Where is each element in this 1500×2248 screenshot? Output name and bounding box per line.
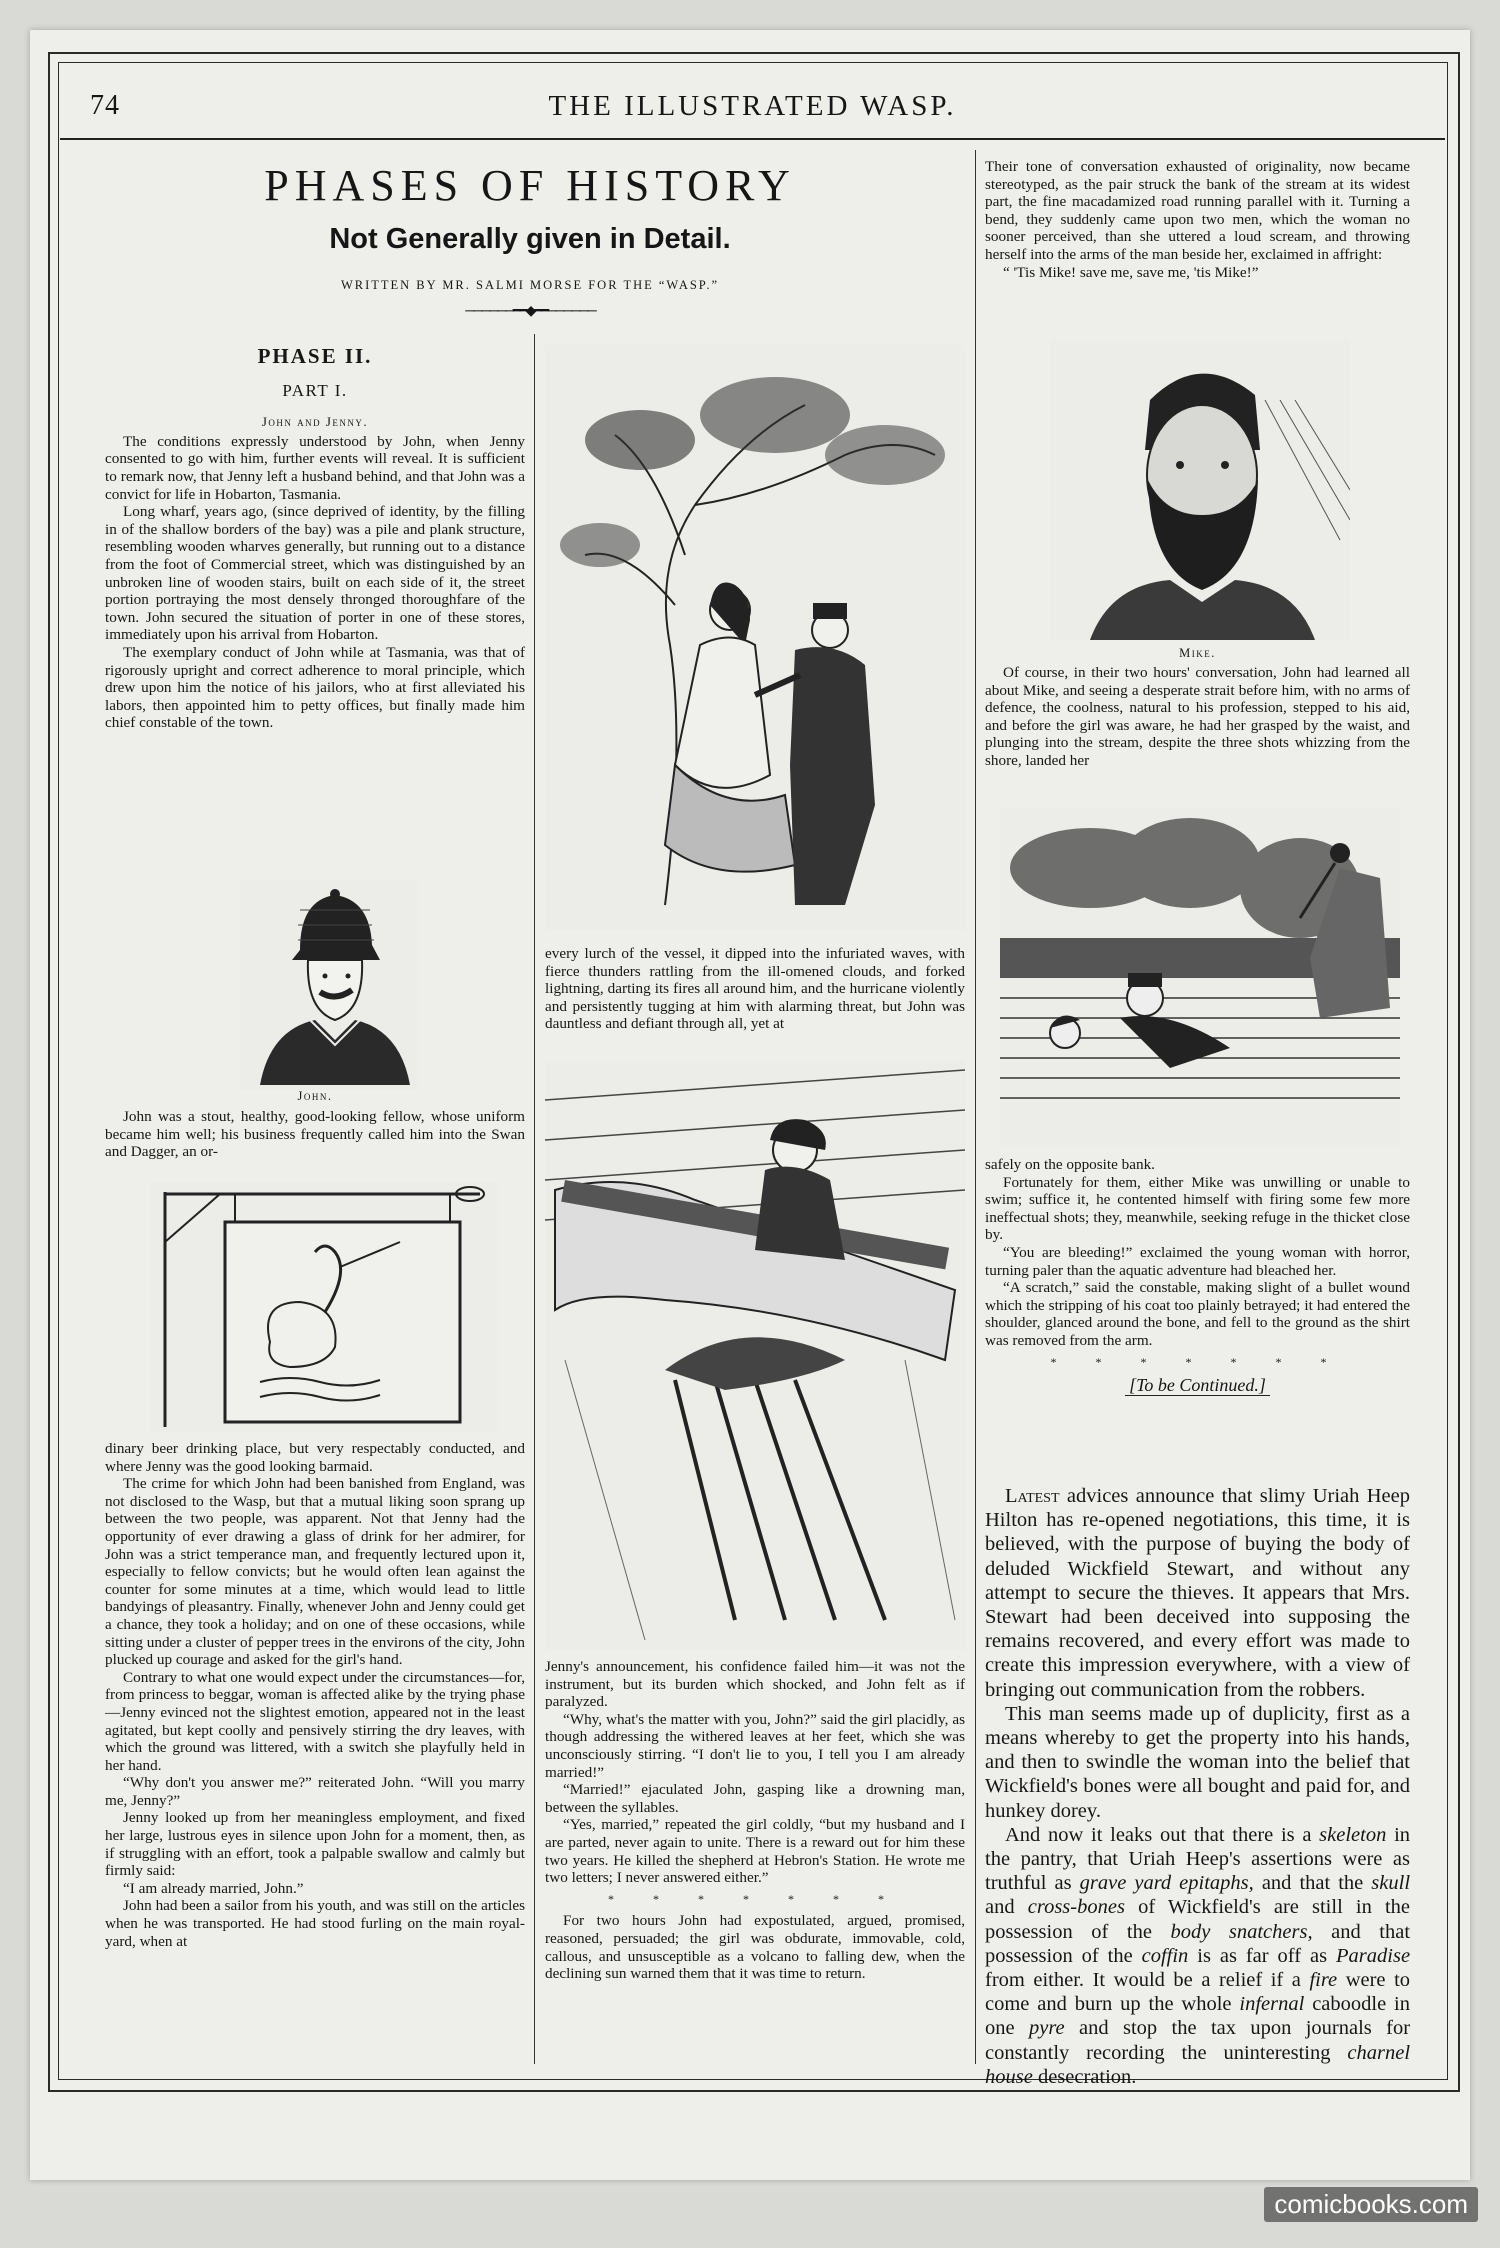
couple-under-tree-icon <box>545 345 965 930</box>
paragraph: John was a stout, healthy, good-looking fellow, whose uniform became him well; his business frequently called him into the Swan and Dagger, an or- <box>105 1108 525 1161</box>
running-head <box>60 88 1445 128</box>
bearded-man-portrait-icon <box>1050 340 1350 640</box>
editorial-italic: Paradise <box>1336 1944 1411 1967</box>
caption-mike: Mike. <box>1179 646 1216 660</box>
editorial-text: and that possession of the <box>985 1920 1411 1967</box>
column-3-mid <box>985 664 1410 770</box>
editorial-paragraph <box>985 1484 1410 1702</box>
paragraph: Contrary to what one would expect under the circumstances—for, from princess to beggar, woman is affected alike by the trying phase—Jenny evinced not the slightest emotion, appeared not in the least agitated, but kept coolly and pensively stirring the dry leaves, with which the ground was littered, with a switch she playfully held in her hand. <box>105 1668 525 1774</box>
paragraph: every lurch of the vessel, it dipped into the infuriated waves, with fierce thunders rattling from the ill-omened clouds, and forked lightning, darting its fires all around him, and the hurricane violently and persistently tugging at him with alarming threat, but John was dauntless and defiant through all, yet at <box>545 945 965 1033</box>
paragraph: Jenny's announcement, his confidence failed him—it was not the instrument, but its burden which shocked, and John felt as if paralyzed. <box>545 1658 965 1711</box>
column-3-bottom <box>985 1156 1410 1401</box>
editorial-italic: charnel house <box>985 2041 1411 2088</box>
constable-portrait-icon <box>240 880 420 1090</box>
illustration-river-escape <box>1000 808 1400 1148</box>
editorial-paragraph: This man seems made up of duplicity, first as a means whereby to get the property into his hands, and then to swindle the woman into the belief that Wickfield's bones were all bought and paid for, and hunkey dorey. <box>985 1702 1410 1822</box>
editorial-text: desecration. <box>1037 2065 1137 2088</box>
editorial-italic: skull <box>1371 1872 1411 1895</box>
paragraph: “Why, what's the matter with you, John?” said the girl placidly, as though addressing the withered leaves at her feet, which she was unconsciously stirring. “I don't lie to you, I tell you I am already married!” <box>545 1710 965 1781</box>
editorial-text: of Wickfield's are still in the possession of the <box>985 1896 1411 1943</box>
source-watermark: comicbooks.com <box>1264 2187 1478 2222</box>
paragraph: dinary beer drinking place, but very respectably conducted, and where Jenny was the good looking barmaid. <box>105 1440 525 1475</box>
column-2-mid <box>545 945 965 1033</box>
paragraph: The conditions expressly understood by John, when Jenny consented to go with him, further events will reveal. It is sufficient to remark now, that Jenny left a husband behind, and that John was a convict for life in Hobarton, Tasmania. <box>105 432 525 503</box>
column-1-top <box>105 344 525 732</box>
sailor-on-yard-in-storm-icon <box>545 1060 965 1650</box>
paragraph: Their tone of conversation exhausted of originality, now became stereotyped, as the pair struck the bank of the stream at its widest part, the fine macadamized road running parallel with it. Turning a bend, they suddenly came upon two men, which the woman no sooner perceived, than she uttered a loud scream, and throwing herself into the arms of the man beside her, exclaimed in affright: <box>985 158 1410 263</box>
editorial-text: and <box>985 1896 1015 1919</box>
title-ornament: ──────━━◆━━────── <box>465 304 595 319</box>
article-subtitle: Not Generally given in Detail. <box>329 223 731 255</box>
to-be-continued <box>985 1377 1410 1395</box>
paragraph: The exemplary conduct of John while at Tasmania, was that of rigorously upright and correct adherence to moral principle, which drew upon him the notice of his jailors, who at first alleviated his labors, then appointed him to petty offices, but finally made him chief constable of the town. <box>105 643 525 732</box>
to-be-continued-label: [To be Continued.] <box>1125 1375 1270 1396</box>
article-byline: WRITTEN BY MR. SALMI MORSE FOR THE “WASP.” <box>340 278 720 292</box>
editorial-text: caboodle in one <box>985 1993 1411 2040</box>
illustration-john-portrait <box>240 880 420 1090</box>
editorial-italic: grave yard epitaphs, <box>1079 1872 1254 1895</box>
paragraph: The crime for which John had been banished from England, was not disclosed to the Wasp, but that a mutual liking soon sprang up between the two people, was apparent. Not that Jenny had the opportunity of ever drawing a glass of drink for her admirer, for John was a strict temperance man, and frequently lectured upon it, especially to fellow convicts; but he would often lean against the counter for some minutes at a time, which would lead to little bandyings of pleasantry. Finally, whenever John and Jenny could get a chance, they took a holiday; and on one of these occasions, while sitting under a cluster of pepper trees in the environs of the city, John plucked up courage and asked for the girl's hand. <box>105 1475 525 1669</box>
paragraph: John had been a sailor from his youth, and was still on the articles when he was transported. He had stood furling on the main royal-yard, when at <box>105 1897 525 1950</box>
section-heading: John and Jenny. <box>261 414 369 430</box>
column-2-bottom <box>545 1658 965 1983</box>
illustration-mike-portrait <box>1050 340 1350 640</box>
section-break-stars: * * * * * * * <box>1050 1354 1345 1369</box>
editorial-italic: infernal <box>1239 1993 1305 2016</box>
paragraph: For two hours John had expostulated, argued, promised, reasoned, persuaded; the girl was obdurate, immovable, cold, callous, and unsusceptible as a volcano to falling dew, when the declining sun warned them that it was time to return. <box>545 1912 965 1983</box>
editorial-column <box>985 1484 1410 2089</box>
paragraph: “Yes, married,” repeated the girl coldly, “but my husband and I are parted, never again to unite. There is a reward out for him these two years. He killed the shepherd at Hebron's Station. He wrote me two letters; I never answered either.” <box>545 1816 965 1887</box>
paragraph: safely on the opposite bank. <box>985 1156 1155 1173</box>
column-1-bottom <box>105 1440 525 1950</box>
illustration-swan-sign <box>150 1182 500 1432</box>
editorial-italic: body snatchers, <box>1170 1920 1313 1943</box>
header-rule <box>60 138 1445 140</box>
river-escape-icon <box>1000 808 1400 1148</box>
editorial-text: from either. It would be a relief if a <box>985 1969 1301 1992</box>
column-1-mid <box>105 1108 525 1161</box>
editorial-text: is as far off as <box>1197 1944 1328 1967</box>
paragraph: Fortunately for them, either Mike was unwilling or unable to swim; suffice it, he contented himself with firing some few more ineffectual shots; they, meanwhile, seeking refuge in the thicket close by. <box>985 1173 1410 1244</box>
paragraph: “A scratch,” said the constable, making slight of a bullet wound which the stripping of his coat too plainly betrayed; it had entered the shoulder, glanced around the bone, and fell to the ground as the shirt was removed from the arm. <box>985 1279 1410 1349</box>
editorial-text: in the pantry, that Uriah Heep's assertions were as truthful as <box>985 1823 1411 1895</box>
paragraph: “I am already married, John.” <box>123 1879 304 1897</box>
paragraph: “ 'Tis Mike! save me, save me, 'tis Mike!” <box>1003 263 1259 281</box>
article-title: PHASES OF HISTORY <box>264 161 796 210</box>
paragraph: Jenny looked up from her meaningless employment, and fixed her large, lustrous eyes in silence upon John for a moment, then, as if struggling with an effort, took a palpable swallow and calmly but firmly said: <box>105 1809 525 1880</box>
column-3-top <box>985 158 1410 281</box>
journal-title: THE ILLUSTRATED WASP. <box>548 90 957 122</box>
phase-heading: PHASE II. <box>257 344 373 368</box>
column-rule-left <box>534 334 535 2064</box>
illustration-sailor-storm <box>545 1060 965 1650</box>
editorial-italic: pyre <box>1028 2017 1065 2040</box>
page-number: 74 <box>90 90 120 121</box>
editorial-text: advices announce that slimy Uriah Heep Hilton has re-opened negotiations, this time, it is believed, with the purpose of buying the body of deluded Wickfield Stewart, and without any attempt to secure the thieves. It appears that Mrs. Stewart had been deceived into supposing the remains recovered, and every effort was made to create this impression everywhere, with a view of bringing out communication from the robbers. <box>985 1485 1411 1701</box>
paragraph: “Married!” ejaculated John, gasping like a drowning man, between the syllables. <box>545 1781 965 1816</box>
caption-john: John. <box>297 1089 333 1103</box>
editorial-paragraph <box>985 1823 1410 2089</box>
editorial-text: And now it leaks out that there is a <box>1005 1823 1312 1846</box>
editorial-italic: fire <box>1309 1969 1338 1992</box>
swan-and-dagger-sign-icon <box>150 1182 500 1432</box>
part-heading: PART I. <box>282 380 348 400</box>
column-rule-right <box>975 150 976 2064</box>
paragraph: Of course, in their two hours' conversation, John had learned all about Mike, and seeing a desperate strait before him, with no arms of defence, the coolness, natural to his profession, stepped to his aid, and before the girl was aware, he had her grasped by the waist, and plunging into the stream, despite the three shots whizzing from the shore, landed her <box>985 664 1410 769</box>
editorial-italic: coffin <box>1141 1944 1189 1967</box>
article-title-block <box>70 160 990 320</box>
editorial-text: and that the <box>1261 1872 1364 1895</box>
editorial-text: and stop the tax upon journals for constantly recording the uninteresting <box>985 2017 1411 2064</box>
paragraph: Long wharf, years ago, (since deprived of identity, by the filling in of the shallow borders of the bay) was a pile and plank structure, resembling wooden wharves generally, but running out to a distance from the foot of Commercial street, which was distinguished by an unbroken line of wooden stairs, built on each side of it, the street portion portraying the most densely thronged thoroughfare of the town. John secured the situation of porter in one of these stores, immediately upon his arrival from Hobarton. <box>105 503 525 644</box>
illustration-couple-under-tree <box>545 345 965 930</box>
paragraph: “Why don't you answer me?” reiterated John. “Will you marry me, Jenny?” <box>105 1774 525 1809</box>
editorial-text: were to come and burn up the whole <box>985 1969 1411 2016</box>
editorial-lead-word: Latest <box>1005 1485 1060 1507</box>
section-break-stars: * * * * * * * <box>608 1891 902 1906</box>
paragraph: “You are bleeding!” exclaimed the young woman with horror, turning paler than the aquatic adventure had bleached her. <box>985 1243 1410 1279</box>
editorial-italic: cross-bones <box>1027 1896 1125 1919</box>
editorial-italic: skeleton <box>1319 1823 1387 1846</box>
